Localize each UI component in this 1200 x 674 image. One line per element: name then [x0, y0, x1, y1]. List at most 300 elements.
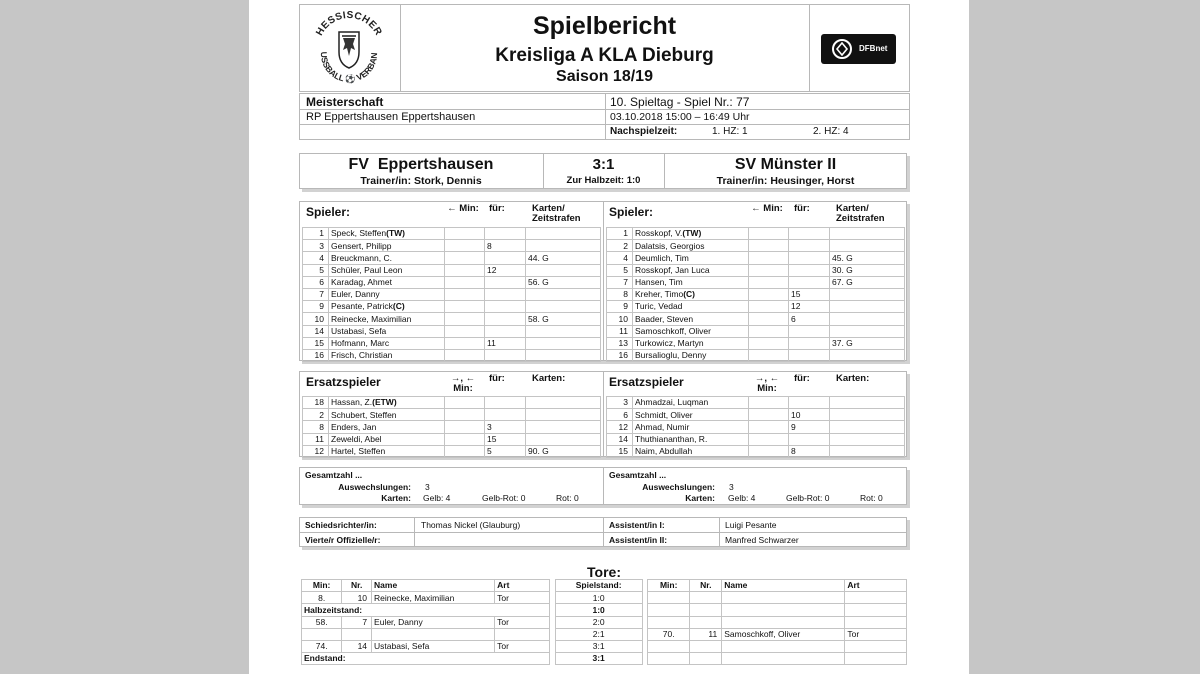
home-subs-min-header: →, ← Min: — [450, 373, 476, 394]
player-name: Ahmadzai, Luqman — [635, 397, 709, 408]
player-name-cell — [329, 252, 445, 264]
away-goal-scorer — [722, 616, 845, 628]
home-player-row — [303, 325, 601, 337]
home-goal-art-header: Art — [495, 580, 550, 592]
nachspielzeit-label: Nachspielzeit: — [610, 126, 678, 137]
away-cards-label: Karten: — [685, 493, 715, 503]
away-yellow-total: Gelb: 4 — [728, 493, 756, 503]
league-name: Kreisliga A KLA Dieburg — [495, 45, 714, 66]
player-number: 4 — [303, 252, 329, 264]
home-player-row — [303, 240, 601, 252]
player-name: Hansen, Tim — [635, 277, 683, 288]
player-number: 12 — [303, 445, 329, 457]
player-replaced — [485, 276, 526, 288]
player-name: Hofmann, Marc — [331, 338, 390, 349]
home-player-row — [303, 313, 601, 325]
player-minute — [749, 252, 789, 264]
player-card — [526, 301, 601, 313]
player-replaced: 12 — [789, 301, 830, 313]
player-name-cell — [633, 264, 749, 276]
competition-type: Meisterschaft — [306, 95, 384, 109]
away-player-row — [607, 288, 905, 300]
player-replaced — [789, 252, 830, 264]
player-minute — [749, 409, 789, 421]
away-players-min-header: ← Min: — [751, 203, 783, 214]
away-subs-count: 3 — [729, 482, 734, 492]
goal-row — [302, 628, 907, 640]
player-number: 13 — [607, 337, 633, 349]
player-number: 14 — [607, 433, 633, 445]
home-goal-number: 14 — [342, 640, 372, 652]
player-minute — [445, 301, 485, 313]
goal-score: 3:1 — [555, 640, 642, 652]
away-player-row — [607, 301, 905, 313]
player-minute — [749, 421, 789, 433]
player-card — [830, 313, 905, 325]
player-name: Pesante, Patrick — [331, 301, 393, 312]
away-goal-type: Tor — [845, 628, 907, 640]
player-name-cell — [633, 228, 749, 240]
away-goal-number — [690, 653, 722, 665]
player-minute — [445, 409, 485, 421]
player-name: Speck, Steffen — [331, 228, 387, 239]
player-card — [526, 397, 601, 409]
player-number: 12 — [607, 421, 633, 433]
home-total-heading: Gesamtzahl ... — [305, 470, 363, 480]
player-minute — [749, 445, 789, 457]
player-minute — [749, 337, 789, 349]
player-card: 67. G — [830, 276, 905, 288]
away-goal-type — [845, 592, 907, 604]
home-goal-type — [495, 628, 550, 640]
player-name-cell — [329, 421, 445, 433]
player-minute — [749, 288, 789, 300]
player-replaced: 12 — [485, 264, 526, 276]
away-sub-row — [607, 433, 905, 445]
home-goal-type: Tor — [495, 616, 550, 628]
player-name-cell — [329, 276, 445, 288]
player-name-cell — [329, 409, 445, 421]
goal-score: 2:0 — [555, 616, 642, 628]
player-minute — [749, 313, 789, 325]
assistant1-name: Luigi Pesante — [725, 520, 777, 530]
goal-score: 2:1 — [555, 628, 642, 640]
player-card — [830, 301, 905, 313]
player-number: 2 — [607, 240, 633, 252]
hfv-emblem-icon — [307, 8, 391, 88]
away-subs-count-label: Auswechslungen: — [642, 482, 715, 492]
home-red-total: Rot: 0 — [556, 493, 579, 503]
player-name: Gensert, Philipp — [331, 240, 392, 251]
goal-score: 1:0 — [555, 592, 642, 604]
endstand-label: Endstand: — [302, 653, 550, 665]
home-goal-minute: 74. — [302, 640, 342, 652]
svg-text:HESSISCHER: HESSISCHER — [314, 9, 384, 38]
player-name-cell — [329, 325, 445, 337]
player-card: 30. G — [830, 264, 905, 276]
player-card: 37. G — [830, 337, 905, 349]
player-name-cell — [329, 349, 445, 361]
player-number: 5 — [607, 264, 633, 276]
away-player-row — [607, 228, 905, 240]
player-card — [526, 337, 601, 349]
home-goal-number: 10 — [342, 592, 372, 604]
player-name-cell — [633, 301, 749, 313]
player-replaced — [485, 228, 526, 240]
away-goal-minute: 70. — [647, 628, 689, 640]
home-player-row — [303, 337, 601, 349]
report-page — [249, 0, 969, 674]
player-replaced: 10 — [789, 409, 830, 421]
away-total-heading: Gesamtzahl ... — [609, 470, 667, 480]
away-player-row — [607, 325, 905, 337]
home-goal-scorer — [372, 628, 495, 640]
away-goal-art-header: Art — [845, 580, 907, 592]
player-card — [526, 288, 601, 300]
away-goal-type — [845, 653, 907, 665]
player-number: 1 — [607, 228, 633, 240]
player-name-cell — [633, 409, 749, 421]
player-card — [830, 445, 905, 457]
player-replaced — [485, 301, 526, 313]
goal-row — [302, 592, 907, 604]
player-role-tag: (C) — [683, 289, 695, 300]
player-number: 2 — [303, 409, 329, 421]
home-cards-label: Karten: — [381, 493, 411, 503]
player-name-cell — [329, 445, 445, 457]
player-minute — [749, 325, 789, 337]
player-name: Naim, Abdullah — [635, 446, 693, 457]
player-replaced: 5 — [485, 445, 526, 457]
away-subs-cards-header: Karten: — [836, 373, 870, 384]
player-replaced: 15 — [485, 433, 526, 445]
player-name-cell — [329, 228, 445, 240]
away-red-total: Rot: 0 — [860, 493, 883, 503]
away-goal-number — [690, 640, 722, 652]
player-name: Thuthiananthan, R. — [635, 433, 708, 444]
goal-row — [302, 604, 907, 616]
player-number: 1 — [303, 228, 329, 240]
player-minute — [445, 240, 485, 252]
player-card — [526, 409, 601, 421]
away-goal-number — [690, 592, 722, 604]
player-number: 10 — [607, 313, 633, 325]
halftime-label: Halbzeitstand: — [302, 604, 550, 616]
home-player-row — [303, 252, 601, 264]
player-replaced — [789, 276, 830, 288]
player-replaced — [485, 325, 526, 337]
player-card — [830, 325, 905, 337]
away-player-row — [607, 264, 905, 276]
report-title: Spielbericht — [532, 12, 677, 40]
player-minute — [445, 325, 485, 337]
home-sub-row — [303, 409, 601, 421]
player-name: Rosskopf, Jan Luca — [635, 264, 710, 275]
player-name: Schubert, Steffen — [331, 409, 397, 420]
home-subs-table — [302, 396, 601, 458]
player-name-cell — [633, 433, 749, 445]
away-players-heading: Spieler: — [609, 205, 654, 219]
away-goal-scorer — [722, 640, 845, 652]
home-sub-row — [303, 433, 601, 445]
player-minute — [749, 228, 789, 240]
away-goal-minute — [647, 653, 689, 665]
player-minute — [445, 349, 485, 361]
referee-label: Schiedsrichter/in: — [305, 520, 377, 530]
home-players-min-header: ← Min: — [447, 203, 479, 214]
player-name: Euler, Danny — [331, 289, 380, 300]
player-number: 9 — [303, 301, 329, 313]
player-name-cell — [329, 240, 445, 252]
away-goal-type — [845, 640, 907, 652]
player-replaced — [485, 313, 526, 325]
matchday-label: 10. Spieltag - Spiel Nr.: 77 — [610, 95, 750, 109]
away-goal-scorer — [722, 653, 845, 665]
player-card: 45. G — [830, 252, 905, 264]
home-player-row — [303, 228, 601, 240]
player-number: 4 — [607, 252, 633, 264]
player-replaced: 6 — [789, 313, 830, 325]
player-name: Ahmad, Numir — [635, 421, 690, 432]
player-replaced — [789, 349, 830, 361]
home-goal-number — [342, 628, 372, 640]
player-name-cell — [633, 397, 749, 409]
player-number: 14 — [303, 325, 329, 337]
home-yellow-total: Gelb: 4 — [423, 493, 451, 503]
away-players-table — [606, 227, 905, 362]
home-goal-min-header: Min: — [302, 580, 342, 592]
goals-title: Tore: — [587, 564, 621, 580]
player-name-cell — [633, 337, 749, 349]
player-minute — [445, 276, 485, 288]
player-card — [526, 325, 601, 337]
player-number: 3 — [607, 397, 633, 409]
player-card — [526, 433, 601, 445]
goal-score: 3:1 — [555, 653, 642, 665]
home-players-fuer-header: für: — [489, 203, 505, 214]
player-name-cell — [633, 240, 749, 252]
away-goal-minute — [647, 640, 689, 652]
player-name-cell — [329, 288, 445, 300]
player-role-tag: (TW) — [386, 228, 406, 239]
away-player-row — [607, 313, 905, 325]
player-minute — [445, 252, 485, 264]
player-number: 11 — [607, 325, 633, 337]
away-trainer: Trainer/in: Heusinger, Horst — [716, 175, 855, 187]
player-replaced — [485, 288, 526, 300]
match-venue: RP Eppertshausen Eppertshausen — [306, 111, 476, 123]
home-sub-row — [303, 421, 601, 433]
assistant2-name: Manfred Schwarzer — [725, 535, 799, 545]
player-minute — [749, 240, 789, 252]
player-card — [830, 349, 905, 361]
player-name: Reinecke, Maximilian — [331, 313, 412, 324]
home-goal-nr-header: Nr. — [342, 580, 372, 592]
player-replaced: 8 — [789, 445, 830, 457]
goal-row — [302, 640, 907, 652]
player-card: 56. G — [526, 276, 601, 288]
home-player-row — [303, 349, 601, 361]
player-number: 16 — [607, 349, 633, 361]
player-name: Karadag, Ahmet — [331, 277, 392, 288]
final-score: 3:1 — [592, 156, 615, 173]
away-subs-min-header: →, ← Min: — [754, 373, 780, 394]
player-name-cell — [633, 421, 749, 433]
player-replaced — [789, 240, 830, 252]
home-subs-count: 3 — [425, 482, 430, 492]
player-card: 44. G — [526, 252, 601, 264]
player-card: 90. G — [526, 445, 601, 457]
fourth-official-label: Vierte/r Offizielle/r: — [305, 535, 381, 545]
referee-name: Thomas Nickel (Glauburg) — [421, 520, 521, 530]
player-replaced — [485, 397, 526, 409]
home-trainer: Trainer/in: Stork, Dennis — [360, 175, 482, 187]
goals-table — [301, 579, 907, 665]
player-name-cell — [633, 325, 749, 337]
goal-score: 1:0 — [555, 604, 642, 616]
player-number: 7 — [607, 276, 633, 288]
away-team-name: SV Münster II — [734, 156, 837, 173]
player-name-cell — [329, 264, 445, 276]
home-goal-scorer: Euler, Danny — [372, 616, 495, 628]
home-subs-count-label: Auswechslungen: — [338, 482, 411, 492]
home-players-table — [302, 227, 601, 362]
player-name: Breuckmann, C. — [331, 252, 392, 263]
away-goal-nr-header: Nr. — [690, 580, 722, 592]
player-role-tag: (TW) — [682, 228, 702, 239]
away-subs-table — [606, 396, 905, 458]
home-goal-scorer: Ustabasi, Sefa — [372, 640, 495, 652]
player-name: Kreher, Timo — [635, 289, 684, 300]
home-goal-minute — [302, 628, 342, 640]
away-player-row — [607, 240, 905, 252]
player-minute — [749, 264, 789, 276]
away-player-row — [607, 337, 905, 349]
away-goal-number — [690, 604, 722, 616]
player-name: Deumlich, Tim — [635, 252, 689, 263]
player-minute — [445, 421, 485, 433]
player-role-tag: (C) — [392, 301, 405, 312]
player-number: 6 — [607, 409, 633, 421]
player-role-tag: (ETW) — [372, 397, 397, 408]
season-label: Saison 18/19 — [556, 68, 653, 85]
player-replaced — [789, 397, 830, 409]
goal-row — [302, 616, 907, 628]
assistant2-label: Assistent/in II: — [609, 535, 668, 545]
home-sub-row — [303, 397, 601, 409]
player-number: 16 — [303, 349, 329, 361]
player-minute — [445, 228, 485, 240]
away-goal-scorer: Samoschkoff, Oliver — [722, 628, 845, 640]
player-replaced: 9 — [789, 421, 830, 433]
player-card — [526, 264, 601, 276]
player-card — [830, 240, 905, 252]
away-goal-scorer — [722, 592, 845, 604]
match-datetime: 03.10.2018 15:00 – 16:49 Uhr — [610, 111, 750, 123]
away-goal-type — [845, 604, 907, 616]
player-name: Ustabasi, Sefa — [331, 325, 387, 336]
player-name-cell — [633, 252, 749, 264]
player-replaced — [789, 337, 830, 349]
player-name-cell — [329, 337, 445, 349]
player-replaced — [485, 349, 526, 361]
player-name-cell — [633, 288, 749, 300]
player-replaced: 8 — [485, 240, 526, 252]
home-goal-type: Tor — [495, 640, 550, 652]
away-players-cards-header: Karten/ Zeitstrafen — [836, 203, 885, 224]
player-name: Hartel, Steffen — [331, 446, 386, 457]
away-yellowred-total: Gelb-Rot: 0 — [786, 493, 830, 503]
home-sub-row — [303, 445, 601, 457]
player-replaced: 11 — [485, 337, 526, 349]
player-replaced — [789, 264, 830, 276]
player-number: 8 — [303, 421, 329, 433]
player-card — [830, 288, 905, 300]
home-players-heading: Spieler: — [306, 205, 351, 219]
away-goal-number: 11 — [690, 628, 722, 640]
player-card — [830, 421, 905, 433]
home-player-row — [303, 276, 601, 288]
player-name: Turkowicz, Martyn — [635, 338, 704, 349]
home-subs-heading: Ersatzspieler — [306, 375, 381, 389]
player-name: Samoschkoff, Oliver — [635, 325, 711, 336]
player-name: Turic, Vedad — [635, 301, 683, 312]
player-card: 58. G — [526, 313, 601, 325]
player-card — [830, 409, 905, 421]
home-goal-number: 7 — [342, 616, 372, 628]
player-number: 9 — [607, 301, 633, 313]
dfb-emblem-icon — [827, 34, 857, 64]
halftime-score: Zur Halbzeit: 1:0 — [566, 175, 641, 186]
player-number: 11 — [303, 433, 329, 445]
player-minute — [445, 313, 485, 325]
away-player-row — [607, 252, 905, 264]
player-minute — [749, 349, 789, 361]
home-team-name: FV Eppertshausen — [348, 156, 494, 173]
player-replaced — [789, 433, 830, 445]
player-name: Frisch, Christian — [331, 350, 393, 361]
goals-spielstand-header: Spielstand: — [555, 580, 642, 592]
svg-text:FUSSBALL ⚽ VERBAND: USSBALL ⚽ VERBAN — [318, 51, 380, 85]
player-minute — [445, 445, 485, 457]
player-name: Schmidt, Oliver — [635, 409, 693, 420]
player-number: 6 — [303, 276, 329, 288]
player-minute — [445, 264, 485, 276]
away-goal-scorer — [722, 604, 845, 616]
home-goal-scorer: Reinecke, Maximilian — [372, 592, 495, 604]
dfbnet-logo — [821, 34, 896, 64]
player-minute — [749, 397, 789, 409]
player-name-cell — [633, 276, 749, 288]
player-minute — [445, 337, 485, 349]
away-goal-minute — [647, 604, 689, 616]
player-replaced — [789, 228, 830, 240]
away-sub-row — [607, 445, 905, 457]
home-goal-name-header: Name — [372, 580, 495, 592]
goal-row — [302, 653, 907, 665]
player-replaced — [485, 409, 526, 421]
player-name: Bursalioglu, Denny — [635, 350, 707, 361]
player-replaced: 3 — [485, 421, 526, 433]
away-players-fuer-header: für: — [794, 203, 810, 214]
player-replaced — [485, 252, 526, 264]
player-name: Schüler, Paul Leon — [331, 264, 403, 275]
player-name: Enders, Jan — [331, 421, 377, 432]
player-name: Hassan, Z. — [331, 397, 373, 408]
player-card — [830, 397, 905, 409]
hfv-logo — [307, 8, 391, 88]
player-minute — [749, 301, 789, 313]
